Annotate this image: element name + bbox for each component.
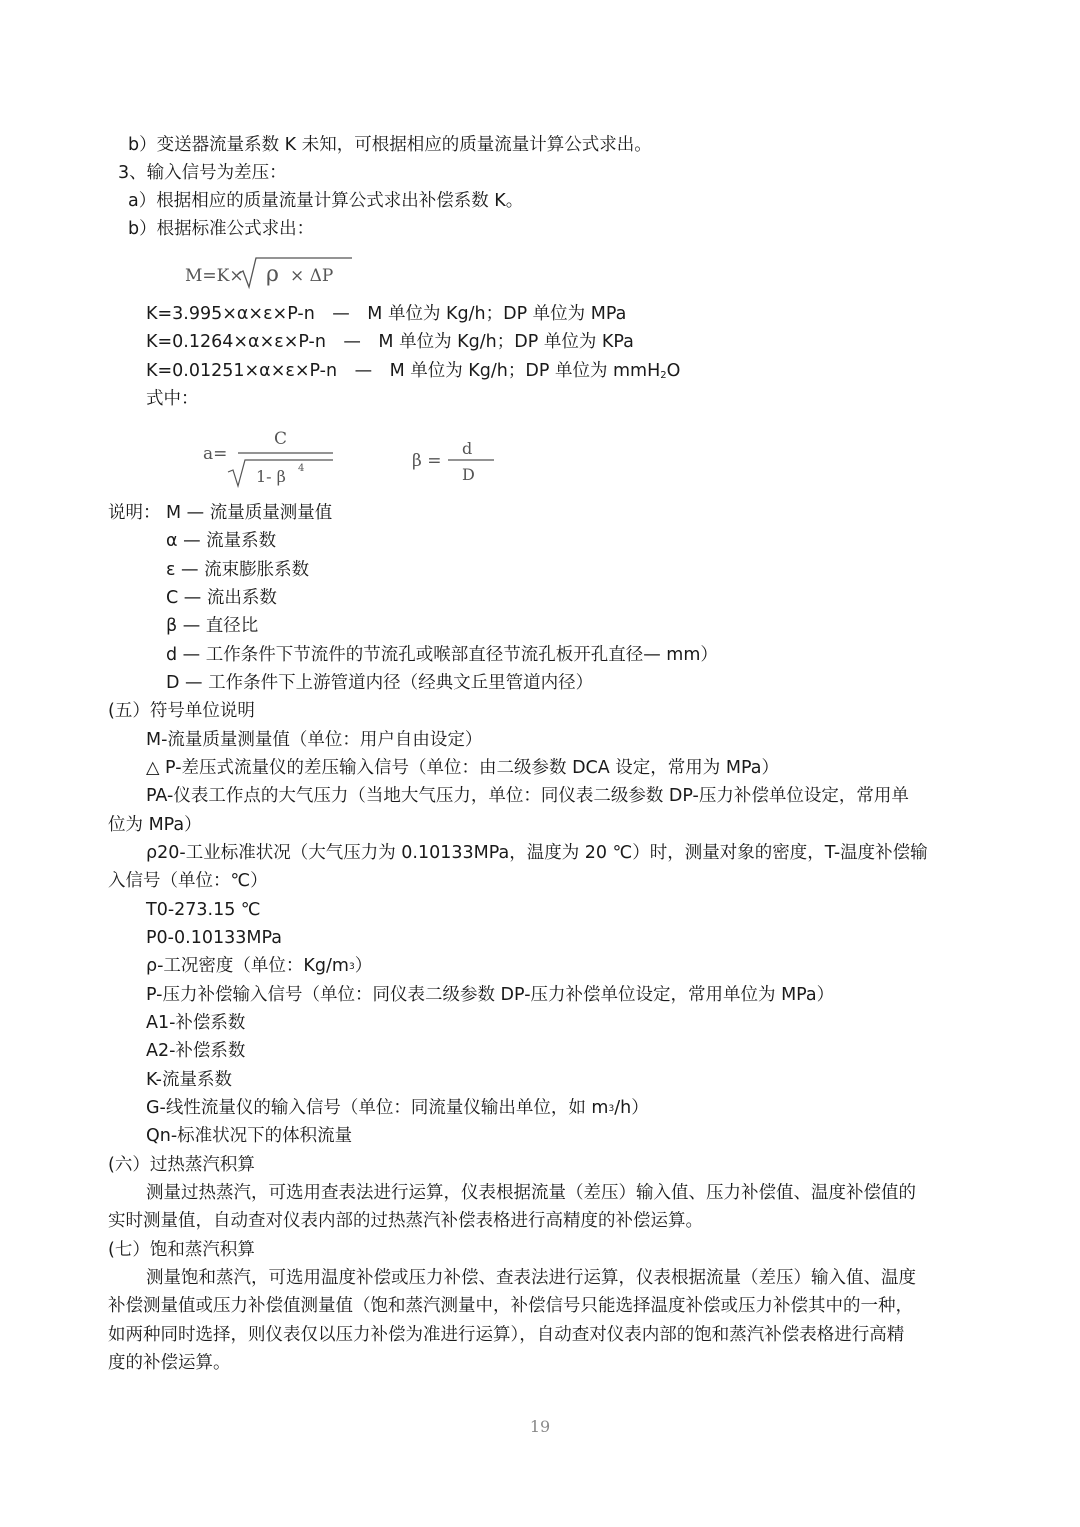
text-line: Qn-标准状况下的体积流量	[146, 1126, 353, 1146]
text-line: 度的补偿运算。	[108, 1353, 231, 1373]
k-formula-mmh2o: K=0.01251×α×ε×P-n — M 单位为 Kg/h；DP 单位为 mmH$_2$O	[146, 361, 681, 381]
beta-formula	[408, 436, 508, 486]
text-line: M-流量质量测量值（单位：用户自由设定）	[146, 730, 483, 750]
explanation-item: β — 直径比	[166, 616, 259, 636]
text-line: 测量饱和蒸汽，可选用温度补偿或压力补偿、查表法进行运算，仪表根据流量（差压）输入值、温度	[146, 1268, 916, 1288]
section-heading: 3、输入信号为差压：	[118, 163, 287, 183]
text-line: T0-273.15 ℃	[146, 900, 261, 920]
text-line: ρ-工况密度（单位：$Kg/m^3$）	[146, 956, 373, 976]
text-line: K-流量系数	[146, 1070, 232, 1090]
svg-text:C: C	[274, 429, 288, 449]
text-line: A1-补偿系数	[146, 1013, 246, 1033]
explanation-label: 说明：	[108, 503, 161, 523]
formula-rho: ρ	[266, 262, 279, 287]
text-line: a）根据相应的质量流量计算公式求出补偿系数 K。	[128, 191, 524, 211]
text-line: PA-仪表工作点的大气压力（当地大气压力，单位：同仪表二级参数 DP-压力补偿单位设定，常用单	[146, 786, 909, 806]
svg-text:1- β: 1- β	[256, 467, 286, 486]
k-formula-kpa: K=0.1264×α×ε×P-n — M 单位为 Kg/h；DP 单位为 KPa	[146, 332, 634, 352]
text-line: 实时测量值，自动查对仪表内部的过热蒸汽补偿表格进行高精度的补偿运算。	[108, 1211, 703, 1231]
section-heading: (五）符号单位说明	[108, 701, 255, 721]
svg-text:d: d	[462, 439, 473, 458]
explanation-item: D — 工作条件下上游管道内径（经典文丘里管道内径）	[166, 673, 594, 693]
formula-lhs: M=K×	[185, 266, 244, 286]
text-line: △ P-差压式流量仪的差压输入信号（单位：由二级参数 DCA 设定，常用为 MPa）	[146, 758, 779, 778]
explanation-item: α — 流量系数	[166, 531, 277, 551]
page-number: 19	[529, 1417, 551, 1436]
svg-text:D: D	[462, 465, 475, 484]
explanation-item: M — 流量质量测量值	[166, 503, 333, 523]
text-line: A2-补偿系数	[146, 1041, 246, 1061]
svg-text:4: 4	[298, 463, 305, 474]
explanation-item: C — 流出系数	[166, 588, 277, 608]
explanation-item: d — 工作条件下节流件的节流孔或喉部直径节流孔板开孔直径— mm）	[166, 645, 718, 665]
text-line: P0-0.10133MPa	[146, 928, 282, 948]
explanation-item: ε — 流束膨胀系数	[166, 560, 310, 580]
text-line: 如两种同时选择，则仪表仅以压力补偿为准进行运算），自动查对仪表内部的饱和蒸汽补偿表格进行高精	[108, 1325, 905, 1345]
text-line: 补偿测量值或压力补偿值测量值（饱和蒸汽测量中，补偿信号只能选择温度补偿或压力补偿其中的一种，	[108, 1296, 913, 1316]
svg-text:β =: β =	[412, 451, 442, 471]
section-heading: (六）过热蒸汽积算	[108, 1155, 255, 1175]
text-line: 测量过热蒸汽，可选用查表法进行运算，仪表根据流量（差压）输入值、压力补偿值、温度补偿值的	[146, 1183, 916, 1203]
mass-flow-formula	[180, 252, 370, 292]
text-line: 位为 MPa）	[108, 815, 202, 835]
text-line: G-线性流量仪的输入信号（单位：同流量仪输出单位，如 $m^3/h$）	[146, 1098, 649, 1118]
alpha-formula	[200, 424, 350, 492]
svg-text:a=: a=	[203, 444, 228, 464]
text-line: b）变送器流量系数 K 未知，可根据相应的质量流量计算公式求出。	[128, 135, 652, 155]
k-formula-mpa: K=3.995×α×ε×P-n — M 单位为 Kg/h；DP 单位为 MPa	[146, 304, 627, 324]
formula-rest: × ΔP	[290, 266, 334, 286]
text-line: P-压力补偿输入信号（单位：同仪表二级参数 DP-压力补偿单位设定，常用单位为 MPa）	[146, 985, 835, 1005]
text-line: 式中：	[146, 389, 199, 409]
text-line: b）根据标准公式求出：	[128, 219, 315, 239]
section-heading: (七）饱和蒸汽积算	[108, 1240, 255, 1260]
text-line: 入信号（单位：℃）	[108, 871, 268, 891]
text-line: ρ20-工业标准状况（大气压力为 0.10133MPa，温度为 20 ℃）时，测量对象的密度，T-温度补偿输	[146, 843, 928, 863]
